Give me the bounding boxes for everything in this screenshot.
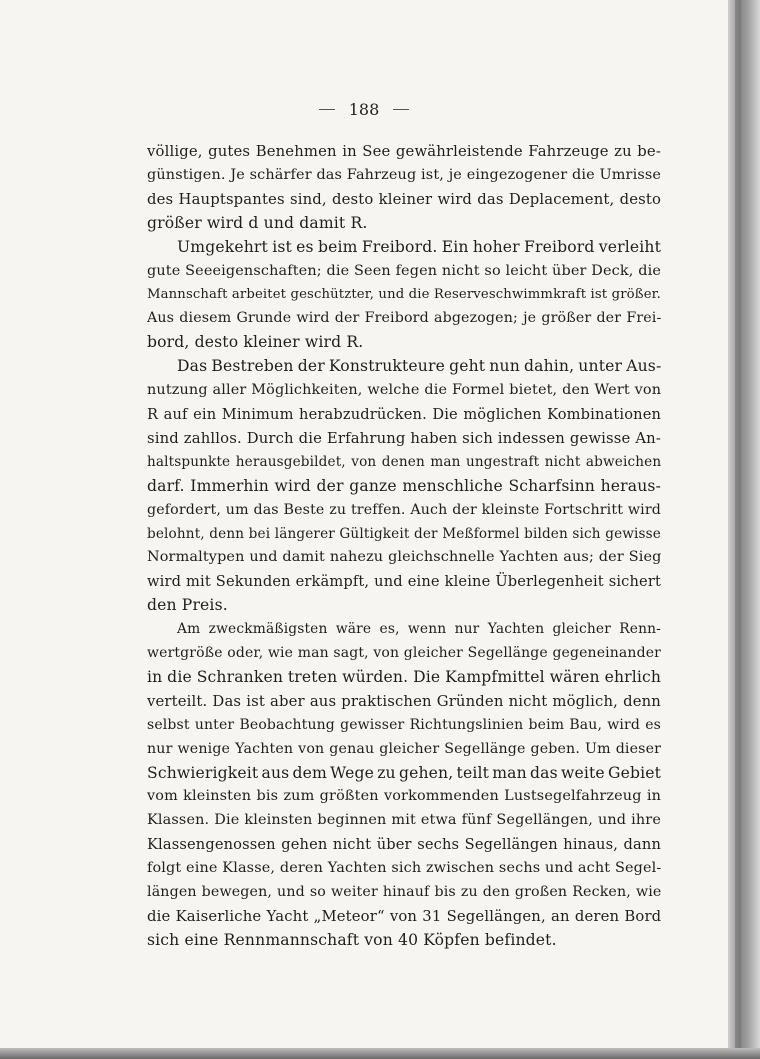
text-line: günstigen. Je schärfer das Fahrzeug ist, je eingezogener die Umrisse xyxy=(147,166,661,183)
text-line: Aus diesem Grunde wird der Freibord abgezogen; je größer der Frei- xyxy=(147,310,661,327)
text-line: Mannschaft arbeitet geschützter, und die Reserveschwimmkraft ist größer. xyxy=(147,287,661,303)
page-number: 188 xyxy=(348,100,380,119)
text-line: bord, desto kleiner wird R. xyxy=(147,333,364,352)
text-line: wird mit Sekunden erkämpft, und eine kleine Überlegenheit sichert xyxy=(147,573,661,591)
text-line: wertgröße oder, wie man sagt, von gleicher Segellänge gegeneinander xyxy=(147,645,661,662)
text-line: verteilt. Das ist aber aus praktischen Gründen nicht möglich, denn xyxy=(147,692,661,710)
text-line: gute Seeeigenschaften; die Seen fegen nicht so leicht über Deck, die xyxy=(147,262,661,279)
text-line: Umgekehrt ist es beim Freibord. Ein hoher Freibord verleiht xyxy=(177,237,661,256)
page-bottom-edge xyxy=(0,1048,760,1059)
text-line: folgt eine Klasse, deren Yachten sich zwischen sechs und acht Segel- xyxy=(147,860,661,877)
header-dash-left xyxy=(319,109,335,110)
text-line: darf. Immerhin wird der ganze menschliche Scharfsinn heraus- xyxy=(147,476,661,495)
text-line: den Preis. xyxy=(147,596,228,615)
text-line: größer wird d und damit R. xyxy=(147,213,368,232)
text-line: Schwierigkeit aus dem Wege zu gehen, teilt man das weite Gebiet xyxy=(147,763,661,782)
text-line: in die Schranken treten würden. Die Kampfmittel wären ehrlich xyxy=(147,667,661,686)
text-line: Klassen. Die kleinsten beginnen mit etwa fünf Segellängen, und ihre xyxy=(147,812,661,829)
text-line: belohnt, denn bei längerer Gültigkeit der Meßformel bilden sich gewisse xyxy=(147,525,661,542)
body-text xyxy=(147,140,661,953)
text-line: Normaltypen und damit nahezu gleichschnelle Yachten aus; der Sieg xyxy=(147,549,661,566)
text-line: des Hauptspantes sind, desto kleiner wird das Deplacement, desto xyxy=(147,190,661,208)
text-line: haltspunkte herausgebildet, von denen man ungestraft nicht abweichen xyxy=(147,453,661,470)
page-header xyxy=(0,100,728,119)
page-gutter xyxy=(735,0,741,1059)
text-line: vom kleinsten bis zum größten vorkommenden Lustsegelfahrzeug in xyxy=(147,788,661,805)
text-line: die Kaiserliche Yacht „Meteor“ von 31 Segellängen, an deren Bord xyxy=(147,908,661,925)
text-line: Das Bestreben der Konstrukteure geht nun dahin, unter Aus- xyxy=(177,357,661,376)
page-edge-shadow xyxy=(728,0,760,1059)
header-dash-right xyxy=(393,109,409,110)
text-line: sich eine Rennmannschaft von 40 Köpfen befindet. xyxy=(147,930,557,949)
text-line: Am zweckmäßigsten wäre es, wenn nur Yachten gleicher Renn- xyxy=(177,621,661,638)
text-line: nutzung aller Möglichkeiten, welche die Formel bietet, den Wert von xyxy=(147,382,661,399)
text-line: Klassengenossen gehen nicht über sechs Segellängen hinaus, dann xyxy=(147,836,661,854)
text-line: längen bewegen, und so weiter hinauf bis zu den großen Recken, wie xyxy=(147,884,661,901)
text-line: nur wenige Yachten von genau gleicher Segellänge geben. Um dieser xyxy=(147,740,661,757)
text-line: sind zahllos. Durch die Erfahrung haben sich indessen gewisse An- xyxy=(147,429,661,447)
text-line: völlige, gutes Benehmen in See gewährleistende Fahrzeuge zu be- xyxy=(147,143,661,160)
text-line: R auf ein Minimum herabzudrücken. Die möglichen Kombinationen xyxy=(147,405,661,423)
text-line: selbst unter Beobachtung gewisser Richtungslinien beim Bau, wird es xyxy=(147,716,661,733)
text-line: gefordert, um das Beste zu treffen. Auch der kleinste Fortschritt wird xyxy=(147,501,661,518)
